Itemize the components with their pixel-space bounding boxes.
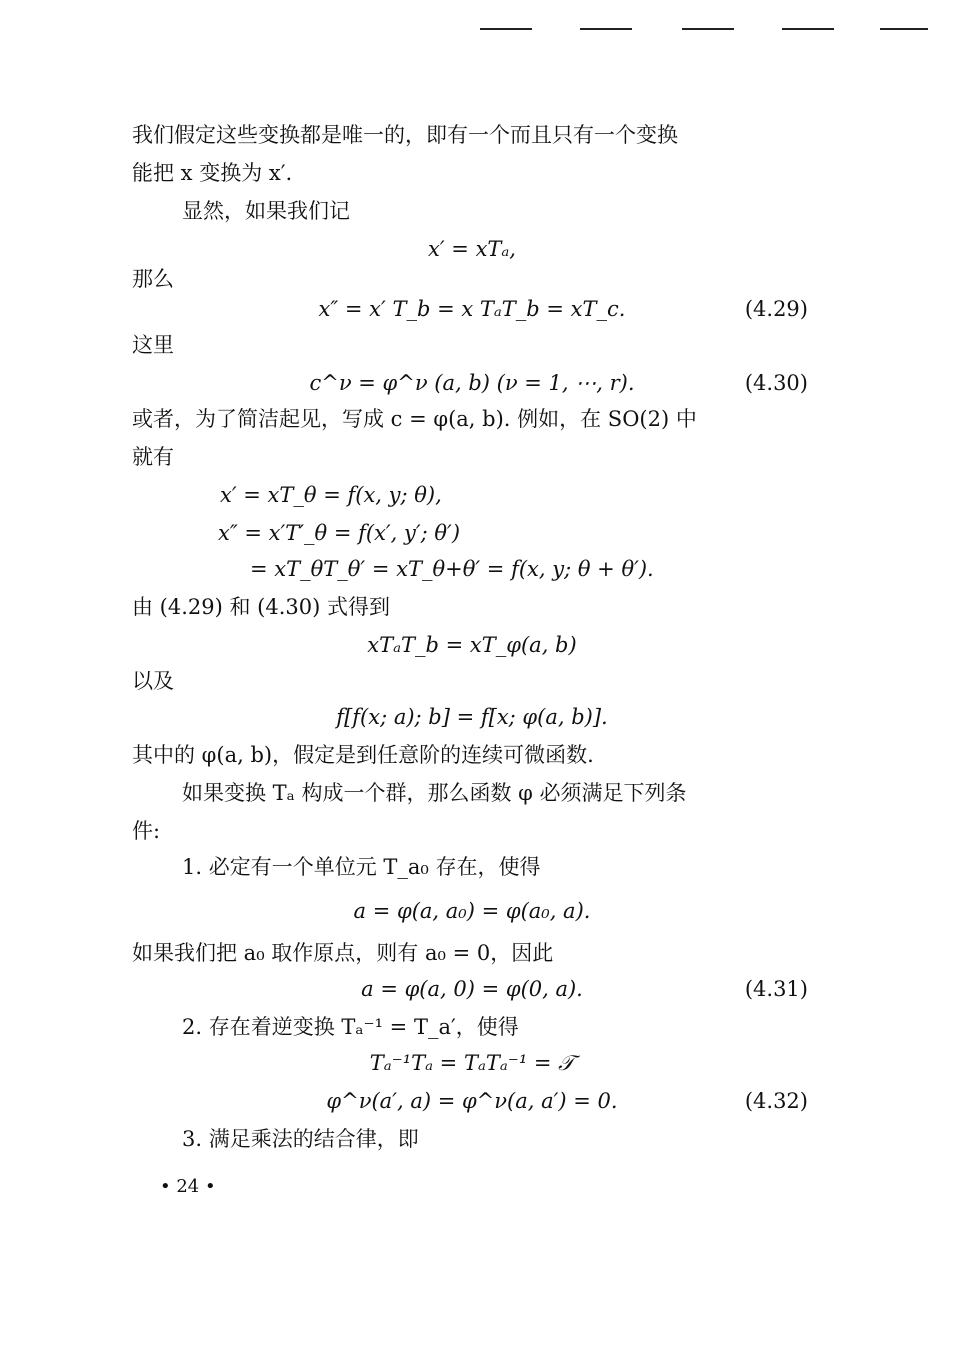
equation-composition: xTₐT_b = xT_φ(a, b)	[367, 633, 577, 657]
paragraph-7: 以及	[132, 669, 174, 693]
condition-1: 1. 必定有一个单位元 T_a₀ 存在，使得	[182, 855, 541, 879]
paragraph-3: 那么	[132, 267, 174, 291]
equation-so2-line-1: x′ = xT_θ = f(x, y; θ),	[220, 483, 442, 507]
condition-3: 3. 满足乘法的结合律，即	[182, 1127, 419, 1151]
header-rule	[782, 28, 834, 30]
condition-2: 2. 存在着逆变换 Tₐ⁻¹ = T_a′，使得	[182, 1015, 519, 1039]
paragraph-10: 如果我们把 a₀ 取作原点，则有 a₀ = 0，因此	[132, 941, 554, 965]
header-rule	[580, 28, 632, 30]
paragraph-1-line-1: 我们假定这些变换都是唯一的，即有一个而且只有一个变换	[132, 123, 678, 147]
header-rule	[880, 28, 928, 30]
equation-number-4-32: (4.32)	[744, 1089, 808, 1113]
equation-f-composition: f[f(x; a); b] = f[x; φ(a, b)].	[336, 705, 608, 729]
paragraph-2: 显然，如果我们记	[182, 199, 350, 223]
paragraph-5-line-2: 就有	[132, 445, 174, 469]
equation-number-4-30: (4.30)	[744, 371, 808, 395]
equation-so2-line-3: = xT_θT_θ′ = xT_θ+θ′ = f(x, y; θ + θ′).	[250, 557, 654, 581]
header-rule	[480, 28, 532, 30]
equation-number-4-31: (4.31)	[744, 977, 808, 1001]
paragraph-9-line-2: 件:	[132, 819, 161, 843]
page-number: • 24 •	[160, 1176, 216, 1197]
equation-4-32: φ^ν(a′, a) = φ^ν(a, a′) = 0.	[326, 1089, 618, 1113]
equation-x-prime: x′ = xTₐ,	[428, 237, 516, 261]
equation-4-31: a = φ(a, 0) = φ(0, a).	[361, 977, 583, 1001]
equation-identity: a = φ(a, a₀) = φ(a₀, a).	[353, 899, 591, 923]
equation-4-30: c^ν = φ^ν (a, b) (ν = 1, ⋯, r).	[309, 371, 635, 395]
paragraph-5-line-1: 或者，为了简洁起见，写成 c = φ(a, b). 例如，在 SO(2) 中	[132, 407, 697, 431]
header-rule	[682, 28, 734, 30]
equation-4-29: x″ = x′ T_b = x TₐT_b = xT_c.	[318, 297, 626, 321]
equation-inverse: Tₐ⁻¹Tₐ = TₐTₐ⁻¹ = 𝒯	[369, 1051, 575, 1075]
paragraph-9-line-1: 如果变换 Tₐ 构成一个群，那么函数 φ 必须满足下列条	[182, 781, 687, 805]
paragraph-8: 其中的 φ(a, b)，假定是到任意阶的连续可微函数.	[132, 743, 594, 767]
paragraph-4: 这里	[132, 333, 174, 357]
equation-so2-line-2: x″ = x′T′_θ = f(x′, y′; θ′)	[218, 521, 461, 545]
paragraph-1-line-2: 能把 x 变换为 x′.	[132, 161, 293, 185]
equation-number-4-29: (4.29)	[744, 297, 808, 321]
paragraph-6: 由 (4.29) 和 (4.30) 式得到	[132, 595, 390, 619]
